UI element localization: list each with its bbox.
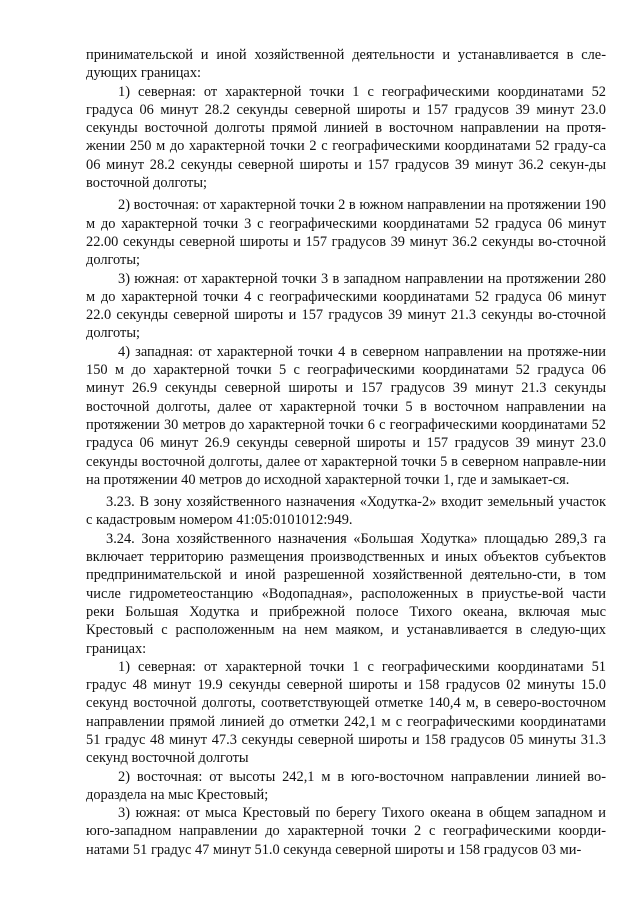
- paragraph-south-boundary-2: 3) южная: от мыса Крестовый по берегу Тихого океана в общем западном и юго-западном направлении до характерной точки 2 с географическими коорди-натами 51 градус 47 минут 51.0 секунда северной широты и 158 градусов 03 ми-: [86, 805, 606, 858]
- paragraph-east-boundary-2: 2) восточная: от высоты 242,1 м в юго-восточном направлении линией во-дораздела на мыс Крестовый;: [86, 768, 606, 803]
- paragraph-continuation: принимательской и иной хозяйственной деятельности и устанавливается в сле-дующих границах:: [86, 47, 606, 82]
- paragraph-east-boundary-1: 2) восточная: от характерной точки 2 в южном направлении на протяжении 190 м до характерной точки 3 с географическими координатами 52 градуса 06 минут 22.00 секунды северной широты и 157 градусов 39 минут 36.2 секунды во-сточной долготы;: [86, 197, 606, 269]
- paragraph-section-3-23: 3.23. В зону хозяйственного назначения «Ходутка-2» входит земельный участок с кадастровым номером 41:05:0101012:949.: [86, 494, 606, 529]
- paragraph-north-boundary-2: 1) северная: от характерной точки 1 с географическими координатами 51 градус 48 минут 19.9 секунды северной широты и 158 градусов 02 минуты 15.0 секунд восточной долготы, соответствующей отметке 140,4 м, в северо-восточном направлении прямой линией до отметки 242,1 м с географическими координатами 51 градус 48 минут 47.3 секунды северной широты и 158 градусов 05 минуты 31.3 секунд восточной долготы: [86, 658, 606, 767]
- paragraph-south-boundary-1: 3) южная: от характерной точки 3 в западном направлении на протяжении 280 м до характерной точки 4 с географическими координатами 52 градуса 06 минут 22.0 секунды северной широты и 157 градусов 39 минут 21.3 секунды во-сточной долготы;: [86, 270, 606, 342]
- document-body: [86, 46, 606, 859]
- paragraph-north-boundary-1: 1) северная: от характерной точки 1 с географическими координатами 52 градуса 06 минут 28.2 секунды северной широты и 157 градусов 39 минут 23.0 секунды восточной долготы прямой линией в восточном направлении на протя-жении 250 м до характерной точки 2 с географическими координатами 52 граду-са 06 минут 28.2 секунды северной широты и 157 градусов 39 минут 36.2 секун-ды восточной долготы;: [86, 83, 606, 192]
- paragraph-west-boundary-1: 4) западная: от характерной точки 4 в северном направлении на протяже-нии 150 м до характерной точки 5 с географическими координатами 52 градуса 06 минут 26.9 секунды северной широты и 157 градусов 39 минут 21.3 секунды восточной долготы, далее от характерной точки 5 в восточном направлении на протяжении 30 метров до характерной точки 6 с географическими координатами 52 градуса 06 минут 26.9 секунды северной широты и 157 градусов 39 минут 23.0 секунды восточной долготы, далее от характерной точки 5 в северном направле-нии на протяжении 40 метров до исходной характерной точки 1, где и замыкает-ся.: [86, 343, 606, 488]
- paragraph-section-3-24: 3.24. Зона хозяйственного назначения «Большая Ходутка» площадью 289,3 га включает территорию размещения производственных и иных объектов субъектов предпринимательской и иной разрешенной хозяйственной деятельно-сти, в том числе гидрометеостанцию «Водопадная», расположенных в приустье-вой части реки Большая Ходутка и прибрежной полосе Тихого океана, включая мыс Крестовый с расположенным на нем маяком, и устанавливается в следую-щих границах:: [86, 530, 606, 657]
